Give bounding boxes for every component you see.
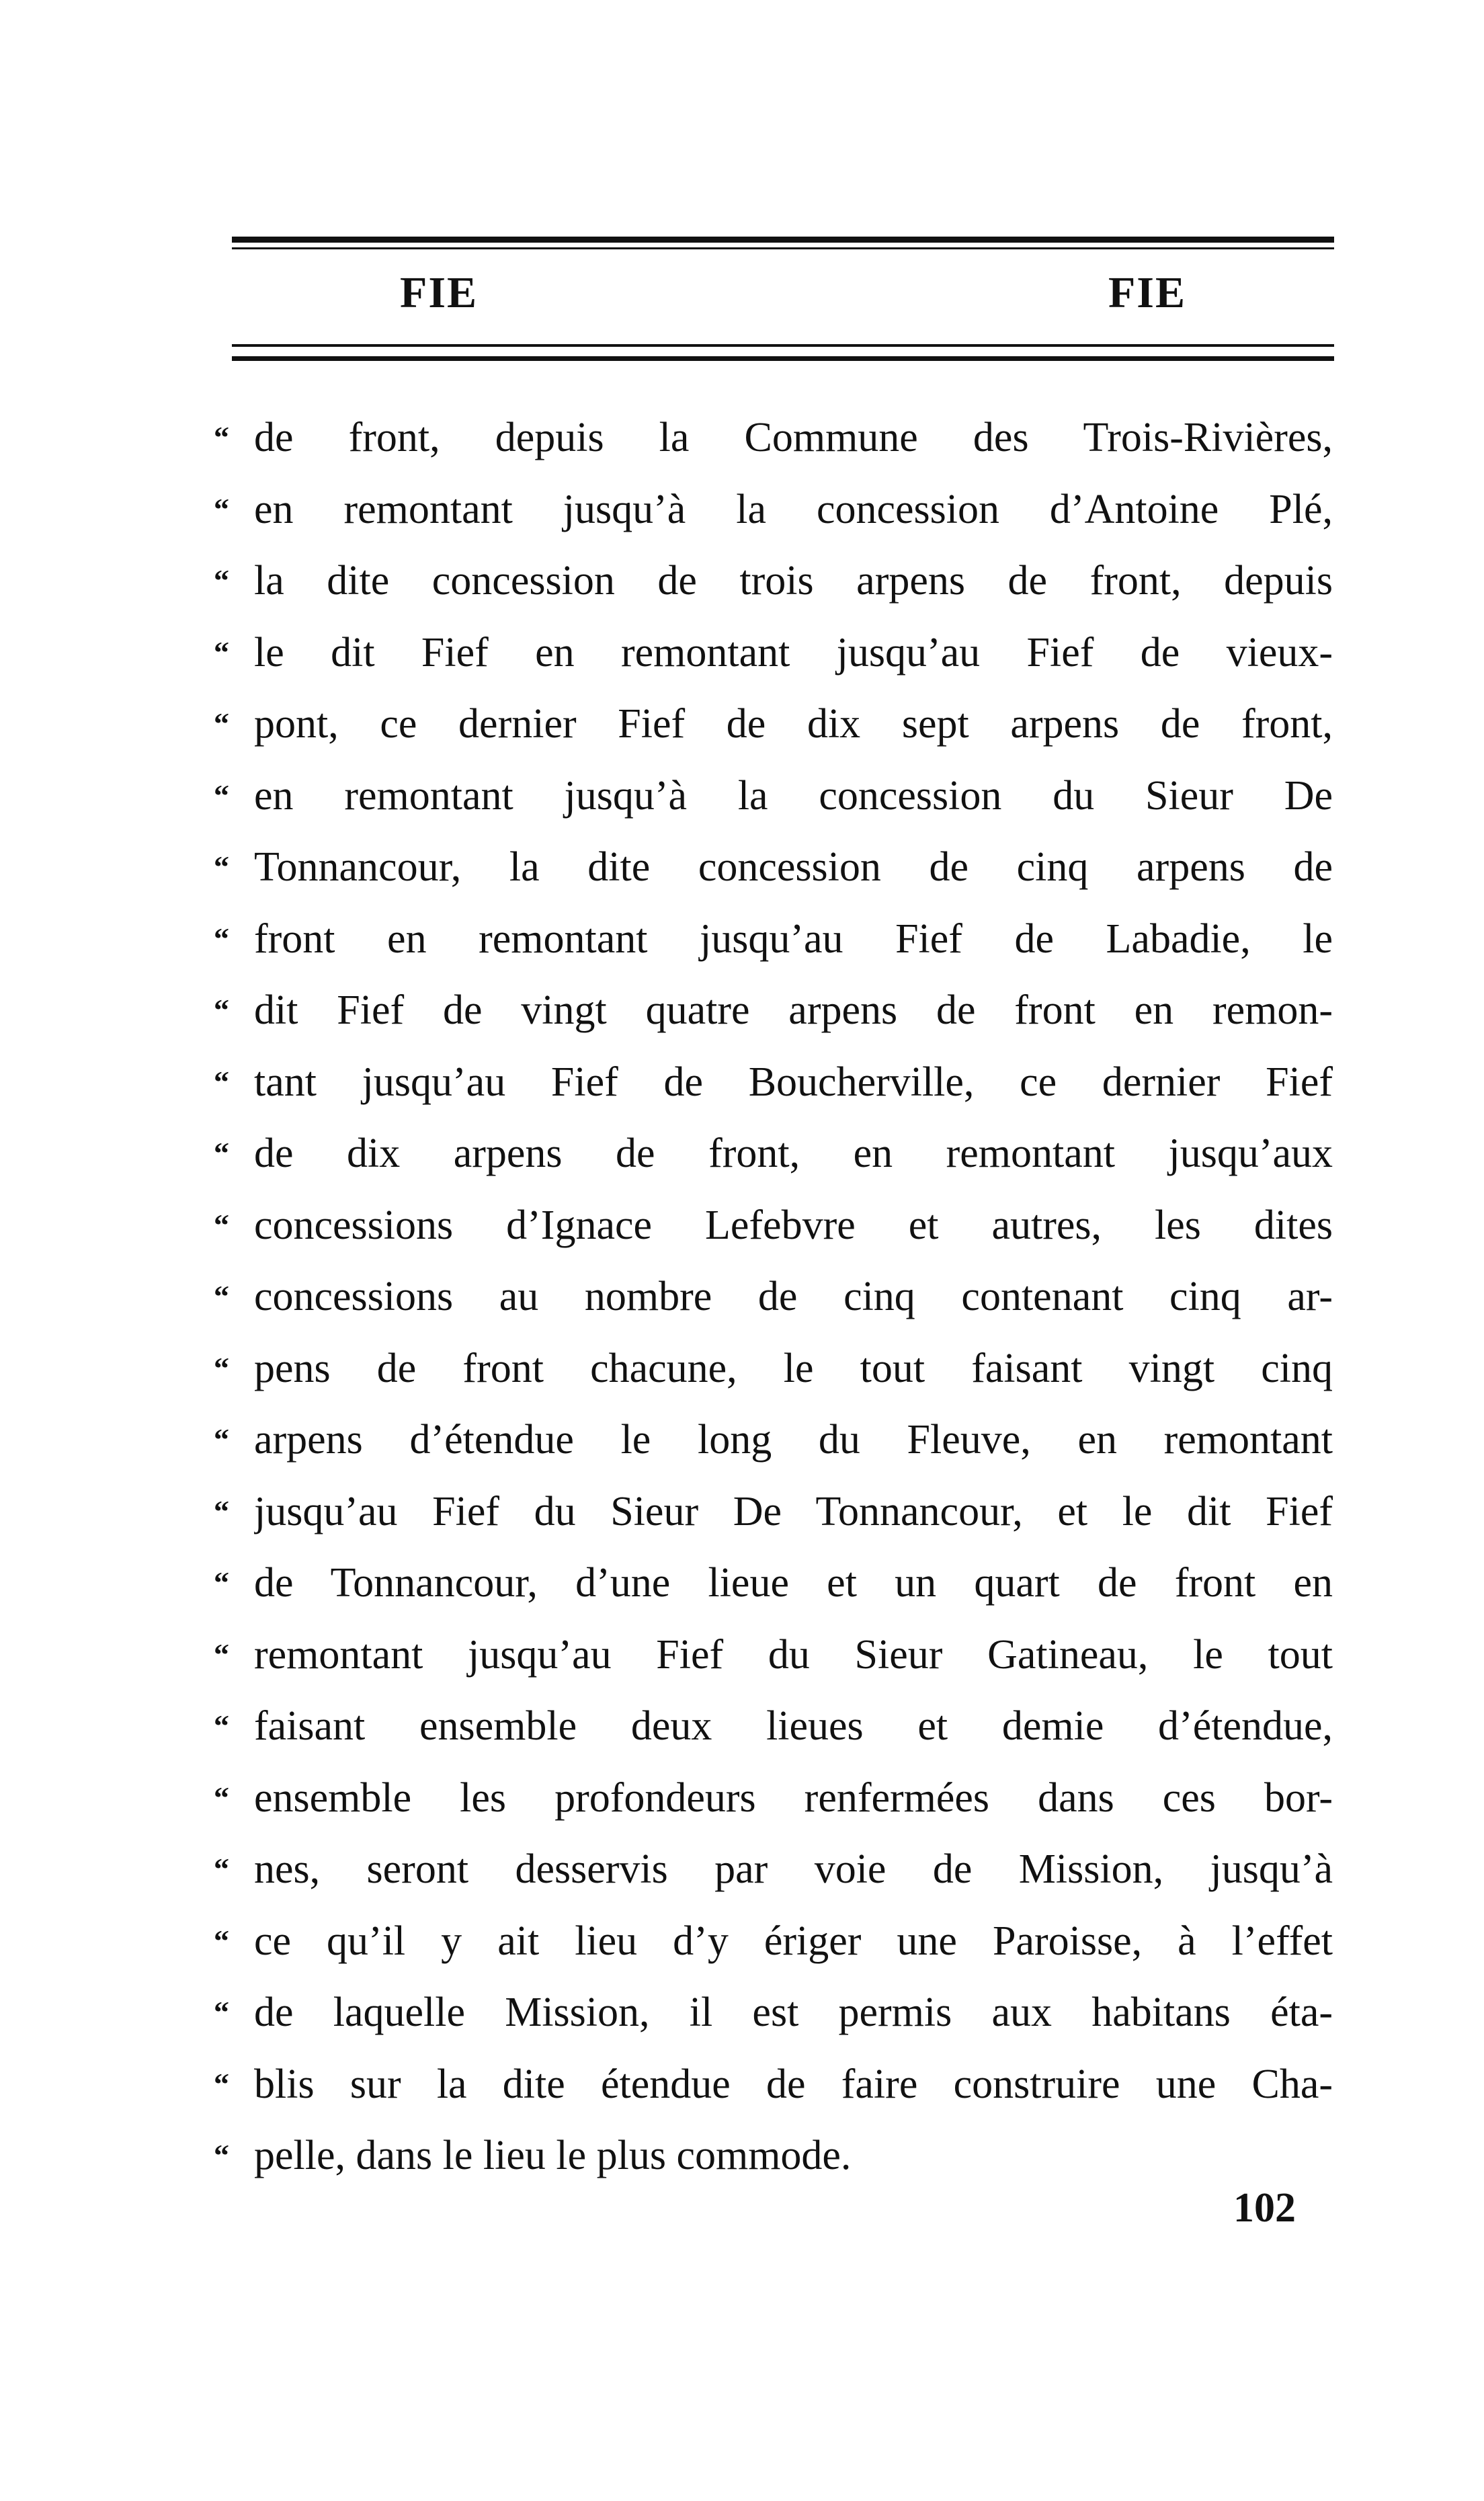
text-line [214, 402, 1333, 474]
line-text: en remontant jusqu’à la concession du Sieur De [254, 772, 1333, 819]
page-body [214, 402, 1333, 2192]
quote-mark: “ [214, 634, 229, 669]
quote-mark: “ [214, 1422, 229, 1457]
text-line [214, 1190, 1333, 1262]
text-line [214, 1762, 1333, 1834]
quote-mark: “ [214, 563, 229, 598]
line-text: pont, ce dernier Fief de dix sept arpens de front, [254, 701, 1333, 747]
line-text: le dit Fief en remontant jusqu’au Fief de vieux- [254, 629, 1333, 675]
quote-mark: “ [214, 1780, 229, 1815]
running-header-left: FIE [400, 268, 479, 317]
quote-mark: “ [214, 2066, 229, 2101]
text-line [214, 1690, 1333, 1762]
quote-mark: “ [214, 420, 229, 454]
line-text: concessions d’Ignace Lefebvre et autres, les dites [254, 1202, 1333, 1248]
line-text: pens de front chacune, le tout faisant vingt cinq [254, 1345, 1333, 1391]
text-line [214, 1047, 1333, 1118]
quote-mark: “ [214, 706, 229, 741]
quote-mark: “ [214, 1350, 229, 1385]
line-text: front en remontant jusqu’au Fief de Labadie, le [254, 915, 1333, 962]
quote-mark: “ [214, 1995, 229, 2029]
line-text: arpens d’étendue le long du Fleuve, en remontant [254, 1417, 1333, 1463]
header-rule-top-thin [232, 247, 1334, 249]
line-text: Tonnancour, la dite concession de cinq arpens de [254, 844, 1333, 890]
quote-mark: “ [214, 1136, 229, 1170]
quote-mark: “ [214, 491, 229, 526]
text-line [214, 760, 1333, 832]
text-line [214, 1977, 1333, 2049]
line-text: de Tonnancour, d’une lieue et un quart de front en [254, 1560, 1333, 1606]
line-text: tant jusqu’au Fief de Boucherville, ce dernier Fief [254, 1059, 1333, 1105]
line-text: la dite concession de trois arpens de front, depuis [254, 558, 1333, 604]
line-text: dit Fief de vingt quatre arpens de front en remon- [254, 987, 1333, 1033]
text-line [214, 975, 1333, 1047]
text-line [214, 1476, 1333, 1548]
quote-mark: “ [214, 1709, 229, 1743]
quote-mark: “ [214, 2138, 229, 2172]
quote-mark: “ [214, 1279, 229, 1313]
running-header-right: FIE [1108, 268, 1186, 317]
quote-mark: “ [214, 1852, 229, 1886]
header-rule-top-thick [232, 237, 1334, 243]
quote-mark: “ [214, 1207, 229, 1242]
line-text: ce qu’il y ait lieu d’y ériger une Paroisse, à l’effet [254, 1918, 1333, 1964]
text-line [214, 1905, 1333, 1977]
quote-mark: “ [214, 921, 229, 956]
text-line [214, 2120, 1333, 2192]
line-text: pelle, dans le lieu le plus commode. [254, 2133, 852, 2178]
line-text: de dix arpens de front, en remontant jusqu’aux [254, 1131, 1333, 1176]
quote-mark: “ [214, 1064, 229, 1099]
line-text: jusqu’au Fief du Sieur De Tonnancour, et le dit Fief [254, 1488, 1333, 1534]
line-text: de front, depuis la Commune des Trois-Rivières, [254, 415, 1333, 460]
text-line [214, 474, 1333, 546]
text-line [214, 617, 1333, 689]
quote-mark: “ [214, 1493, 229, 1528]
line-text: blis sur la dite étendue de faire construire une Cha- [254, 2061, 1333, 2107]
quote-mark: “ [214, 850, 229, 884]
line-text: en remontant jusqu’à la concession d’Antoine Plé, [254, 486, 1333, 532]
text-line [214, 1619, 1333, 1691]
text-line [214, 1261, 1333, 1333]
line-text: de laquelle Mission, il est permis aux habitans éta- [254, 1990, 1333, 2035]
text-line [214, 1547, 1333, 1619]
running-header [232, 268, 1334, 328]
line-text: faisant ensemble deux lieues et demie d’étendue, [254, 1703, 1333, 1749]
quote-mark: “ [214, 1923, 229, 1958]
header-rule-bottom-thick [232, 356, 1334, 361]
text-line [214, 903, 1333, 975]
page-number: 102 [1233, 2185, 1296, 2231]
text-line [214, 1834, 1333, 1905]
line-text: nes, seront desservis par voie de Mission, jusqu’à [254, 1846, 1333, 1892]
text-line [214, 1333, 1333, 1405]
quote-mark: “ [214, 1565, 229, 1600]
quote-mark: “ [214, 778, 229, 813]
quote-mark: “ [214, 993, 229, 1027]
text-line [214, 831, 1333, 903]
line-text: remontant jusqu’au Fief du Sieur Gatineau, le tout [254, 1631, 1333, 1678]
line-text: concessions au nombre de cinq contenant cinq ar- [254, 1274, 1333, 1319]
header-rule-bottom-thin [232, 344, 1334, 347]
text-line [214, 1404, 1333, 1476]
quote-mark: “ [214, 1637, 229, 1672]
text-line [214, 2049, 1333, 2121]
text-line [214, 1118, 1333, 1190]
text-line [214, 688, 1333, 760]
line-text: ensemble les profondeurs renfermées dans ces bor- [254, 1774, 1333, 1821]
text-line [214, 545, 1333, 617]
